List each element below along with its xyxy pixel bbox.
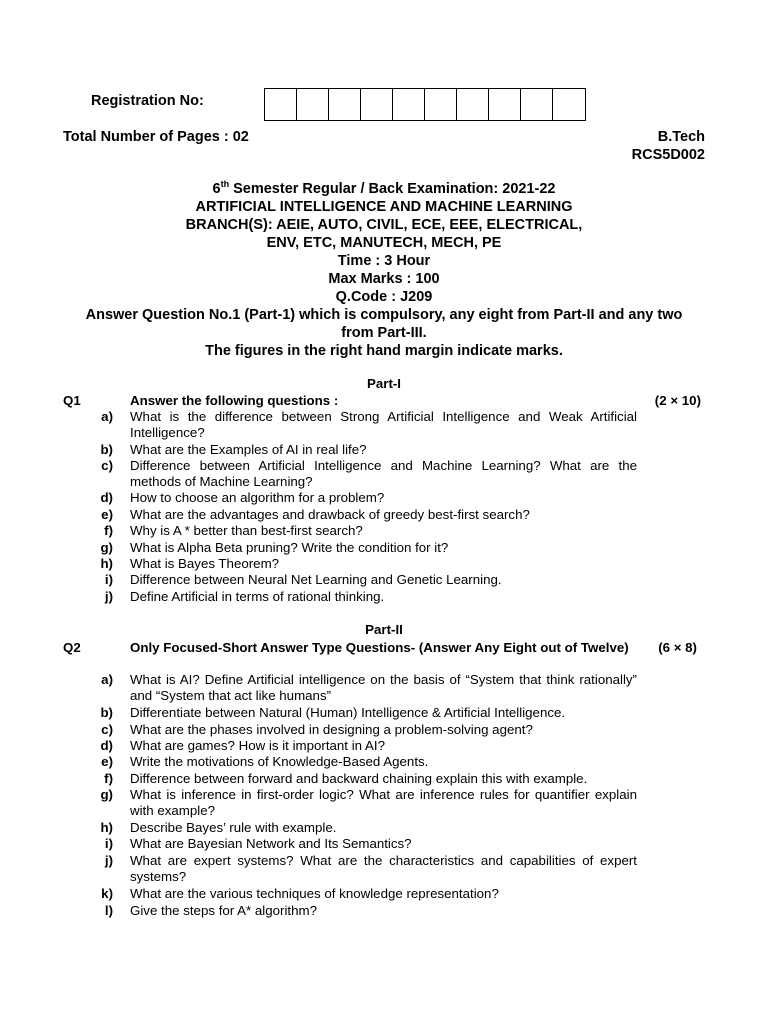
item-label: c) [101, 722, 113, 737]
item-label: e) [101, 754, 113, 769]
item-text: What is Alpha Beta pruning? Write the condition for it? [130, 540, 449, 555]
course-code: RCS5D002 [631, 147, 705, 163]
instruction-line-1: Answer Question No.1 (Part-1) which is compulsory, any eight from Part-II and any two [85, 307, 683, 323]
item-label: h) [100, 820, 113, 835]
part-1-title: Part-I [367, 376, 401, 391]
item-text: What are the Examples of AI in real life? [130, 442, 367, 457]
registration-digit-box[interactable] [457, 89, 489, 120]
semester-heading [63, 181, 705, 199]
item-text: Describe Bayes’ rule with example. [130, 820, 337, 835]
item-text: What is inference in first-order logic? What are inference rules for quantifier explain with example? [130, 787, 637, 819]
subject-title: ARTIFICIAL INTELLIGENCE AND MACHINE LEARNING [195, 199, 573, 215]
max-marks: Max Marks : 100 [328, 271, 440, 287]
item-label: h) [100, 556, 113, 571]
registration-digit-box[interactable] [361, 89, 393, 120]
item-text: Give the steps for A* algorithm? [130, 903, 317, 918]
item-label: l) [104, 903, 113, 918]
item-label: f) [104, 771, 113, 786]
question-code: Q.Code : J209 [335, 289, 433, 305]
registration-digit-box[interactable] [297, 89, 329, 120]
semester-number: 6 [212, 181, 221, 197]
registration-digit-box[interactable] [521, 89, 553, 120]
item-text: Why is A * better than best-first search? [130, 523, 363, 538]
item-text: Difference between Artificial Intelligence and Machine Learning? What are the methods of Machine Learning? [130, 458, 637, 490]
item-label: j) [104, 589, 113, 604]
item-label: i) [104, 572, 113, 587]
item-label: k) [101, 886, 113, 901]
margin-note: The figures in the right hand margin indicate marks. [205, 343, 563, 359]
question-number: Q1 [63, 393, 81, 408]
item-label: d) [100, 738, 113, 753]
item-label: a) [101, 409, 113, 424]
registration-number-boxes[interactable] [264, 88, 586, 121]
question-number: Q2 [63, 640, 81, 655]
question-marks: (6 × 8) [658, 640, 697, 655]
item-label: b) [100, 442, 113, 457]
item-label: b) [100, 705, 113, 720]
registration-digit-box[interactable] [329, 89, 361, 120]
registration-digit-box[interactable] [425, 89, 457, 120]
item-label: e) [101, 507, 113, 522]
item-text: What are the various techniques of knowledge representation? [130, 886, 499, 901]
item-text: Define Artificial in terms of rational thinking. [130, 589, 385, 604]
registration-digit-box[interactable] [553, 89, 585, 120]
item-text: What are the phases involved in designing a problem-solving agent? [130, 722, 533, 737]
item-label: a) [101, 672, 113, 687]
branches-line-2: ENV, ETC, MANUTECH, MECH, PE [266, 235, 502, 251]
registration-digit-box[interactable] [393, 89, 425, 120]
item-text: What are expert systems? What are the characteristics and capabilities of expert systems? [130, 853, 637, 885]
semester-suffix: th [220, 179, 230, 189]
question-text: Only Focused-Short Answer Type Questions- (Answer Any Eight out of Twelve) [130, 640, 629, 655]
item-text: How to choose an algorithm for a problem? [130, 490, 385, 505]
item-text: What is the difference between Strong Artificial Intelligence and Weak Artificial Intelligence? [130, 409, 637, 441]
item-label: d) [100, 490, 113, 505]
instruction-line-2: from Part-III. [341, 325, 427, 341]
item-label: c) [101, 458, 113, 473]
item-label: g) [100, 787, 113, 802]
question-2-row [63, 640, 705, 673]
total-pages: Total Number of Pages : 02 [63, 129, 249, 145]
exam-time: Time : 3 Hour [337, 253, 431, 269]
registration-digit-box[interactable] [265, 89, 297, 120]
item-label: g) [100, 540, 113, 555]
question-text: Answer the following questions : [130, 393, 339, 408]
registration-digit-box[interactable] [489, 89, 521, 120]
item-text: What is Bayes Theorem? [130, 556, 280, 571]
part-2-title: Part-II [365, 622, 403, 637]
item-text: Difference between forward and backward chaining explain this with example. [130, 771, 588, 786]
item-text: Difference between Neural Net Learning and Genetic Learning. [130, 572, 502, 587]
item-label: f) [104, 523, 113, 538]
item-text: What are the advantages and drawback of greedy best-first search? [130, 507, 530, 522]
item-text: Differentiate between Natural (Human) Intelligence & Artificial Intelligence. [130, 705, 566, 720]
item-text: What are games? How is it important in AI? [130, 738, 385, 753]
item-text: What are Bayesian Network and Its Semantics? [130, 836, 412, 851]
degree-label: B.Tech [657, 129, 705, 145]
question-1-row [63, 393, 705, 410]
registration-label: Registration No: [91, 93, 204, 109]
item-text: Write the motivations of Knowledge-Based Agents. [130, 754, 429, 769]
item-label: j) [104, 853, 113, 868]
semester-text: Semester Regular / Back Examination: 2021-22 [229, 181, 556, 197]
question-marks: (2 × 10) [654, 393, 701, 408]
item-label: i) [104, 836, 113, 851]
branches-line-1: BRANCH(S): AEIE, AUTO, CIVIL, ECE, EEE, ELECTRICAL, [185, 217, 583, 233]
item-text: What is AI? Define Artificial intelligence on the basis of “System that think rationally” and “System that act like humans” [130, 672, 637, 704]
